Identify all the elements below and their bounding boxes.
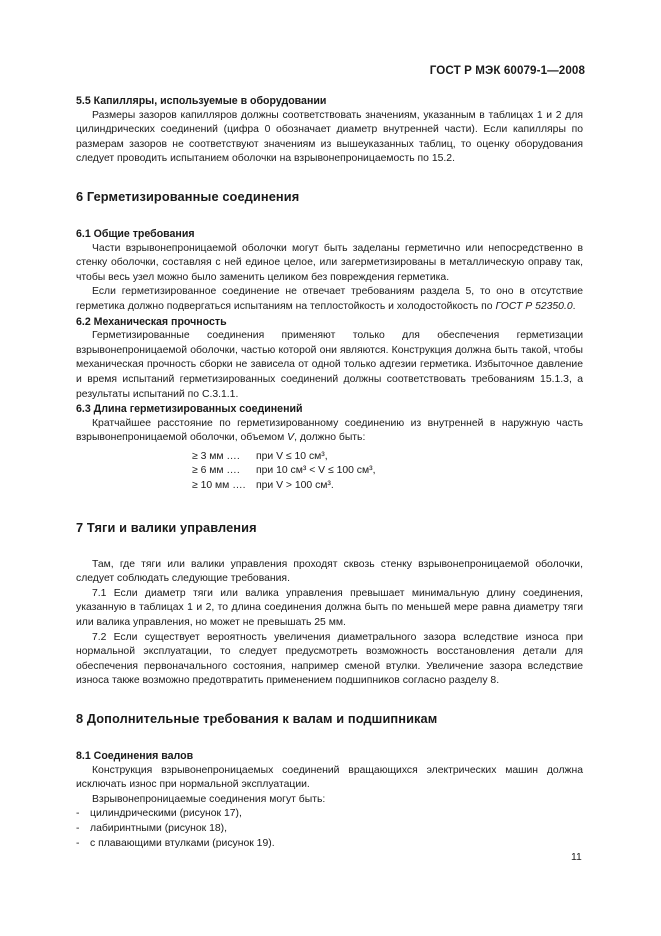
list-item: - цилиндрическими (рисунок 17), xyxy=(76,808,242,820)
length-row: ≥ 3 мм …. при V ≤ 10 см³, xyxy=(192,450,328,462)
section-5-5-paragraph: Размеры зазоров капилляров должны соответствовать значениям, указанным в таблицах 1 и 2 для цилиндрических соединений (цифра 0 обозначает диаметр внутренней части). Если капилляры по размерам зазоров не соответствуют значениям из вышеуказанных таблиц, то оценку оборудования следует проводить испытанием оболочки на взрывонепроницаемость по 15.2. xyxy=(76,109,583,165)
section-8-1-paragraph-2: Взрывонепроницаемые соединения могут быть: xyxy=(92,793,326,805)
section-6-1-paragraph-2: Если герметизированное соединение не отвечает требованиям раздела 5, то оно в отсутствие герметика должно подвергаться испытаниям на теплостойкость и холодостойкость по ГОСТ Р 52350.0. xyxy=(76,286,583,312)
section-7-1-paragraph: 7.1 Если диаметр тяги или валика управления превышает минимальную длину соединения, указанную в таблицах 1 и 2, то длина соединения должна быть по меньшей мере равна диаметру тяги или валика управления, но может не превышать 25 мм. xyxy=(76,587,583,629)
section-7-intro: Там, где тяги или валики управления проходят сквозь стенку взрывонепроницаемой оболочки, следует соблюдать следующие требования. xyxy=(76,558,583,585)
section-6-1-paragraph-1: Части взрывонепроницаемой оболочки могут быть заделаны герметично или непосредственно в стенку оболочки, составляя с ней единое целое, или загерметизированы в металлическую оправу так, чтобы весь узел можно было заменить целиком без повреждения герметика. xyxy=(76,242,583,283)
document-code: ГОСТ Р МЭК 60079-1—2008 xyxy=(429,64,585,77)
section-6-2-heading: 6.2 Механическая прочность xyxy=(76,315,227,328)
length-requirements xyxy=(192,450,583,494)
section-6-1-heading: 6.1 Общие требования xyxy=(76,227,195,240)
section-8-1-paragraph-1: Конструкция взрывонепроницаемых соединений вращающихся электрических машин должна исключать износ при нормальной эксплуатации. xyxy=(76,764,583,791)
section-6-3-paragraph: Кратчайшее расстояние по герметизированному соединению из внутренней в наружную часть взрывонепроницаемой оболочки, объемом V, должно быть: xyxy=(76,417,583,444)
gost-reference: ГОСТ Р 52350.0 xyxy=(495,300,573,312)
section-6-2-paragraph: Герметизированные соединения применяют только для обеспечения герметизации взрывонепроницаемой оболочки, частью которой они являются. Конструкция должна быть такой, чтобы механическая прочность сборки не зависела от одной только адгезии герметика. Избыточное давление и время испытаний герметизированных соединений должны соответствовать требованиям 15.1.3, а результаты испытаний по С.3.1.1. xyxy=(76,330,583,400)
length-row: ≥ 6 мм …. при 10 см³ < V ≤ 100 см³, xyxy=(192,465,376,477)
joint-types-list xyxy=(76,807,583,851)
list-item: - с плавающими втулками (рисунок 19). xyxy=(76,837,275,849)
section-7-heading: 7 Тяги и валики управления xyxy=(76,519,257,535)
length-row: ≥ 10 мм …. при V > 100 см³. xyxy=(192,480,334,492)
page-number: 11 xyxy=(571,852,582,863)
section-7-2-paragraph: 7.2 Если существует вероятность увеличения диаметрального зазора вследствие износа при нормальной эксплуатации, то следует предусмотреть возможность восстановления детали для обеспечения первоначального состояния, например сменой втулки. Увеличение зазора вследствие износа также возможно предотвратить применением подшипников согласно разделу 8. xyxy=(76,631,583,687)
list-item: - лабиринтными (рисунок 18), xyxy=(76,822,228,834)
section-8-heading: 8 Дополнительные требования к валам и подшипникам xyxy=(76,711,438,726)
section-5-5-heading: 5.5 Капилляры, используемые в оборудовании xyxy=(76,95,327,107)
section-6-3-heading: 6.3 Длина герметизированных соединений xyxy=(76,403,303,416)
document-body xyxy=(76,94,583,851)
section-8-1-heading: 8.1 Соединения валов xyxy=(76,750,194,762)
section-6-heading: 6 Герметизированные соединения xyxy=(76,188,300,204)
